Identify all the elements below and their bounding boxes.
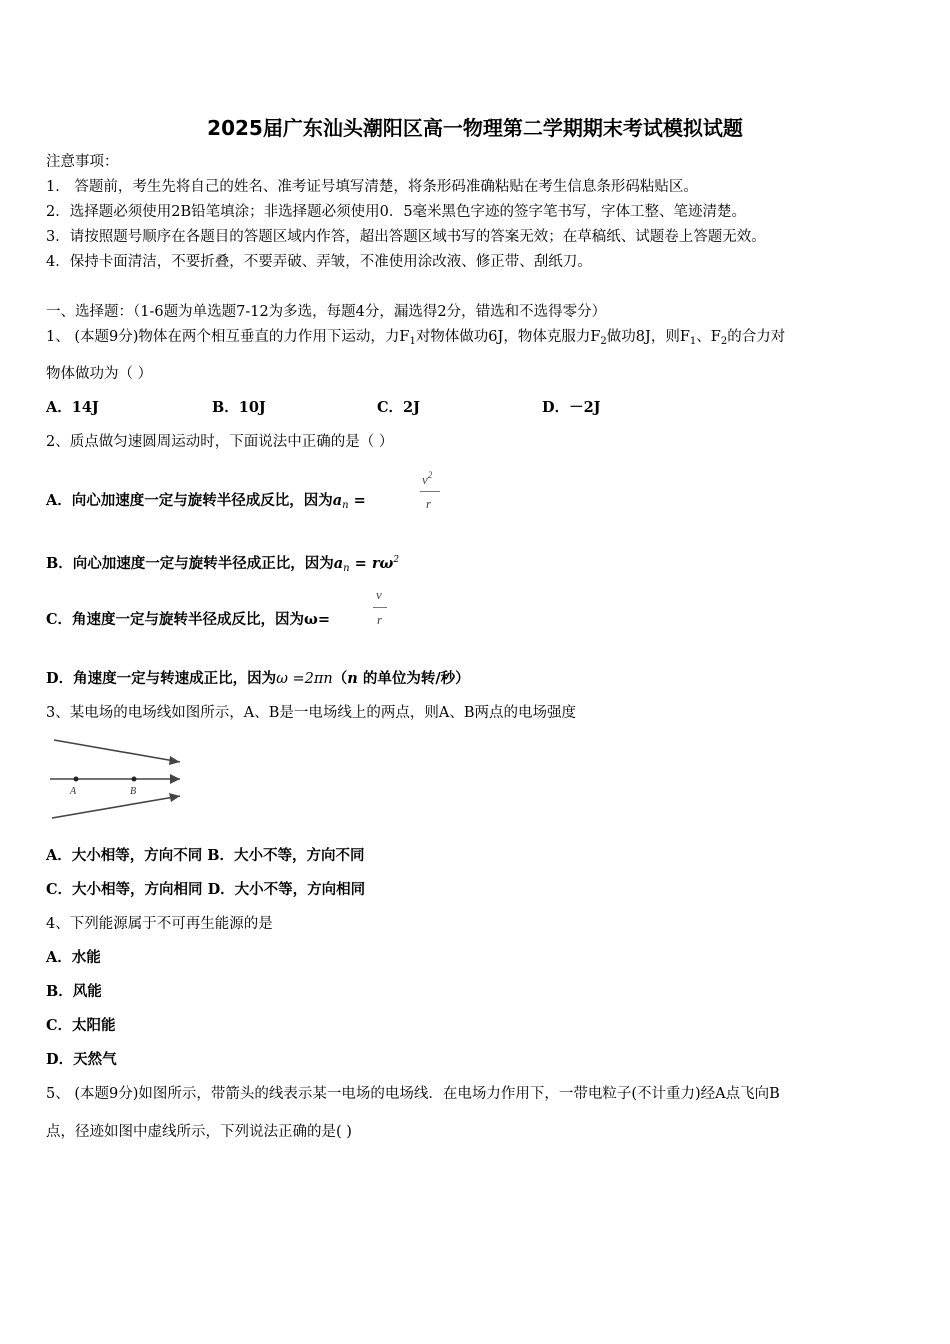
q4-stem: 4、下列能源属于不可再生能源的是 — [46, 916, 273, 932]
field-line-bottom — [52, 796, 180, 818]
q4-option-c: C．太阳能 — [46, 1017, 116, 1034]
page-title: 2025届广东汕头潮阳区高一物理第二学期期末考试模拟试题 — [207, 116, 743, 140]
section-heading: 一、选择题：（1-6题为单选题7-12为多选，每题4分，漏选得2分，错选和不选得零分） — [46, 304, 607, 320]
q2-option-c: C．角速度一定与旋转半径成反比，因为ω= — [46, 611, 330, 628]
point-a — [74, 777, 79, 782]
field-arrow-bottom — [169, 793, 180, 802]
q2-c-numerator: v — [376, 587, 382, 602]
q2-c-fraction-bar — [373, 607, 387, 608]
q5-stem-line1: 5、 (本题9分)如图所示，带箭头的线表示某一电场的电场线．在电场力作用下，一带电粒子(不计重力)经A点飞向B — [46, 1086, 780, 1102]
field-line-top — [54, 740, 180, 762]
notice-item-2: 2．选择题必须使用2B铅笔填涂；非选择题必须使用0．5毫米黑色字迹的签字笔书写，字体工整、笔迹清楚。 — [46, 204, 747, 220]
q1-stem-line2: 物体做功为（ ） — [46, 366, 153, 382]
electric-field-lines-figure — [46, 734, 186, 824]
notice-item-1: 1． 答题前，考生先将自己的姓名、准考证号填写清楚，将条形码准确粘贴在考生信息条形码粘贴区。 — [46, 179, 698, 195]
field-arrow-middle — [170, 774, 180, 784]
q4-option-b: B．风能 — [46, 983, 102, 1000]
q2-stem: 2、质点做匀速圆周运动时，下面说法中正确的是（ ） — [46, 434, 394, 450]
notice-heading: 注意事项： — [46, 154, 119, 170]
q2-a-denominator: r — [426, 496, 432, 511]
q3-options-row-1: A．大小相等，方向不同 B．大小不等，方向不同 — [46, 847, 365, 864]
q3-options-row-2: C．大小相等，方向相同 D．大小不等，方向相同 — [46, 881, 366, 898]
q1-option-c: C．2J — [377, 399, 420, 416]
q1-stem-line1: 1、 (本题9分)物体在两个相互垂直的力作用下运动，力$F_1$对物体做功6J，物体克服力$F_2$做功8J，则$F_1$、$F_2$的合力对 — [46, 329, 786, 347]
q2-a-fraction-bar — [420, 491, 440, 492]
q5-stem-line2: 点，径迹如图中虚线所示，下列说法正确的是( ) — [46, 1124, 352, 1140]
field-arrow-top — [169, 756, 180, 765]
notice-item-3: 3．请按照题号顺序在各题目的答题区域内作答，超出答题区域书写的答案无效；在草稿纸、试题卷上答题无效。 — [46, 229, 766, 245]
q3-stem: 3、某电场的电场线如图所示，A、B是一电场线上的两点，则A、B两点的电场强度 — [46, 705, 576, 721]
q1-option-a: A．14J — [46, 399, 99, 416]
q2-c-denominator: r — [377, 612, 383, 627]
q1-option-d: D．－2J — [542, 399, 601, 416]
q4-option-d: D．天然气 — [46, 1051, 117, 1068]
point-b — [132, 777, 137, 782]
q2-option-b: B．向心加速度一定与旋转半径成正比，因为$a_n = r\omega^2$ — [46, 555, 400, 574]
notice-item-4: 4．保持卡面清洁，不要折叠，不要弄破、弄皱，不准使用涂改液、修正带、刮纸刀。 — [46, 254, 592, 270]
point-b-label: B — [130, 786, 137, 797]
q2-option-d: D．角速度一定与转速成正比，因为ω =2πn（n 的单位为转/秒） — [46, 670, 470, 687]
point-a-label: A — [70, 786, 77, 797]
q2-option-a: A．向心加速度一定与旋转半径成反比，因为$a_n$ = — [46, 492, 366, 511]
q1-option-b: B．10J — [212, 399, 266, 416]
q2-a-numerator: $v^2$ — [422, 470, 433, 487]
q4-option-a: A．水能 — [46, 949, 101, 966]
